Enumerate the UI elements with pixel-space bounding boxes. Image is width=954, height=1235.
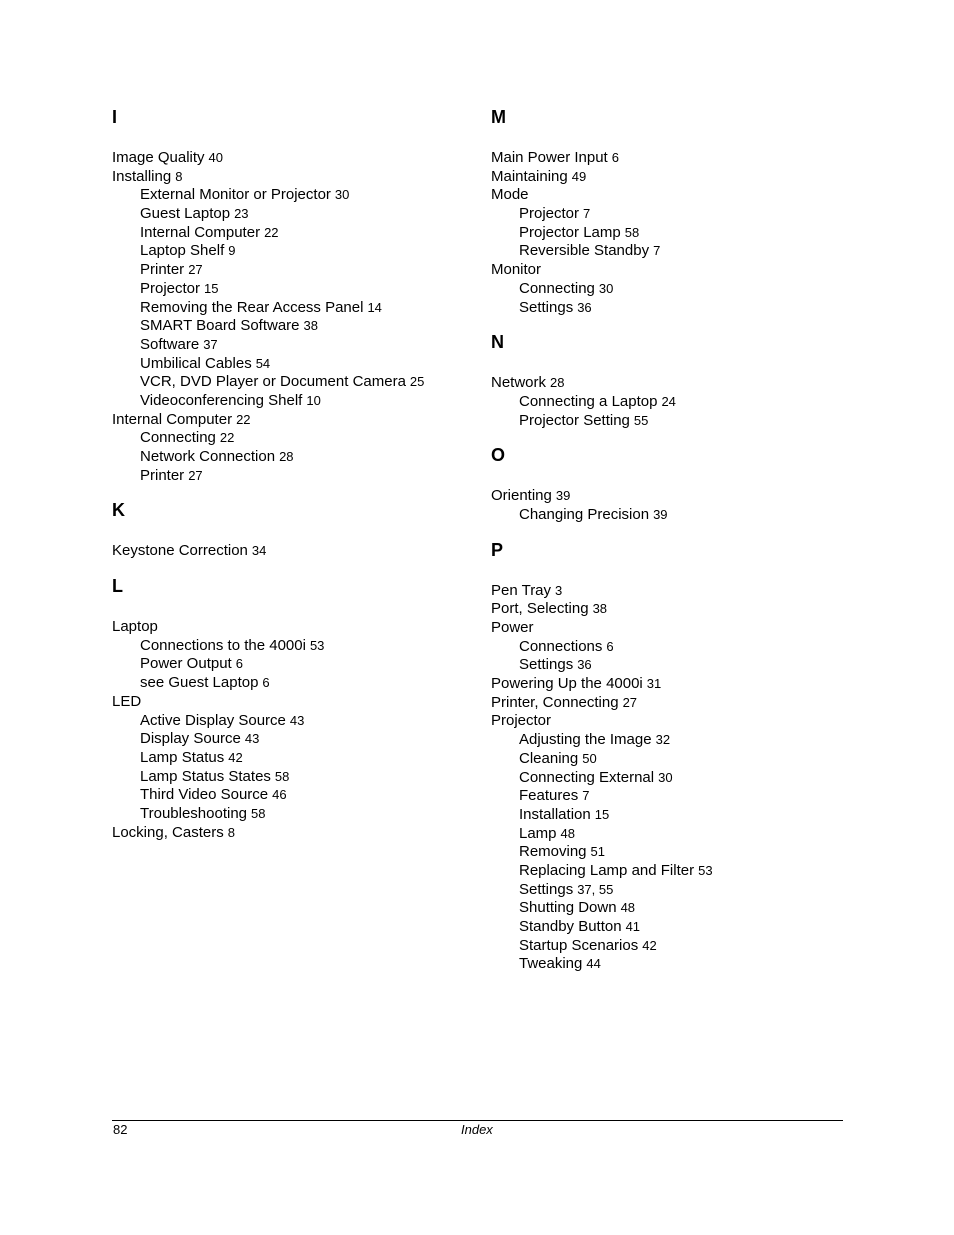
section-letter-heading: N (491, 332, 504, 353)
index-subentry (491, 299, 851, 318)
entry-page-number: 39 (555, 488, 571, 504)
index-entry (112, 149, 472, 168)
index-entry (112, 824, 472, 843)
index-subentry (112, 373, 472, 392)
index-subentry (112, 448, 472, 467)
index-subentry (491, 881, 851, 900)
index-entry (491, 582, 851, 601)
entry-term: Projector (519, 205, 580, 223)
entry-term: see Guest Laptop (140, 674, 259, 692)
index-entry (112, 618, 472, 637)
entry-term: Main Power Input (491, 149, 608, 166)
index-entry (491, 619, 851, 638)
index-subentry (491, 899, 851, 918)
entry-term: Features (519, 787, 579, 805)
section-letter-heading: L (112, 576, 123, 597)
entry-page-number: 40 (208, 150, 224, 165)
entry-term: Umbilical Cables (140, 354, 252, 372)
entry-page-number: 37 (203, 336, 218, 352)
entry-page-number: 53 (309, 637, 325, 653)
entry-page-number: 44 (586, 956, 601, 972)
entry-term: Power (491, 619, 534, 636)
index-subentry (112, 467, 472, 486)
index-subentry (491, 750, 851, 769)
entry-term: Laptop Shelf (140, 242, 225, 260)
entry-term: Connecting (519, 279, 595, 297)
entry-term: LED (112, 692, 142, 710)
entry-term: Installing (112, 167, 172, 185)
index-subentry (112, 392, 472, 411)
index-subentry (112, 749, 472, 768)
index-entry (491, 261, 851, 280)
entry-term: Printer (140, 466, 185, 484)
entry-term: Standby Button (519, 918, 622, 935)
entry-term: Connecting External (519, 768, 655, 786)
entry-term: Orienting (491, 487, 552, 505)
entry-page-number: 9 (228, 243, 236, 259)
footer-section-title: Index (461, 1122, 493, 1137)
entry-page-number: 22 (219, 430, 235, 446)
index-subentry (112, 205, 472, 224)
entry-page-number: 39 (653, 506, 668, 522)
entry-term: Connections (519, 637, 603, 655)
entry-term: Connecting (140, 429, 216, 447)
entry-term: Startup Scenarios (519, 936, 639, 954)
index-subentry (112, 317, 472, 336)
section-letter-heading: M (491, 107, 506, 127)
index-subentry (112, 242, 472, 261)
entry-term: Removing (519, 843, 587, 861)
entry-term: Third Video Source (140, 786, 269, 804)
index-subentry (491, 731, 851, 750)
entry-page-number: 3 (555, 582, 563, 598)
entry-term: Maintaining (491, 167, 568, 185)
entry-term: Keystone Correction (112, 542, 248, 560)
index-subentry (491, 242, 851, 261)
index-column-right (491, 106, 851, 988)
index-entry (112, 411, 472, 430)
index-subentry (491, 862, 851, 881)
entry-page-number: 15 (204, 280, 219, 296)
entry-term: Network Connection (140, 448, 276, 465)
entry-page-number: 24 (661, 393, 676, 409)
index-subentry (491, 638, 851, 657)
entry-term: Display Source (140, 730, 241, 748)
entry-term: Internal Computer (140, 223, 261, 241)
index-section (491, 539, 851, 974)
entry-term: Internal Computer (112, 410, 233, 428)
entry-term: Projector Setting (519, 411, 630, 429)
entry-page-number: 48 (620, 900, 636, 916)
entry-page-number: 41 (625, 919, 641, 934)
entry-term: Power Output (140, 655, 232, 673)
entry-term: Network (491, 374, 547, 392)
index-section (491, 331, 851, 430)
footer-divider (112, 1120, 843, 1121)
entry-page-number: 10 (306, 392, 321, 408)
entry-page-number: 36 (577, 299, 592, 315)
entry-page-number: 34 (251, 543, 267, 559)
index-subentry (112, 805, 472, 824)
entry-term: Shutting Down (519, 899, 617, 917)
index-entry (491, 168, 851, 187)
entry-term: External Monitor or Projector (140, 186, 331, 204)
entry-page-number: 30 (334, 187, 350, 203)
entry-page-number: 15 (594, 806, 610, 822)
section-letter-heading: P (491, 539, 504, 560)
index-subentry (112, 712, 472, 731)
entry-term: Settings (519, 656, 574, 674)
entry-term: Replacing Lamp and Filter (519, 861, 695, 879)
entry-term: Lamp Status States (140, 767, 271, 785)
index-subentry (112, 429, 472, 448)
entry-page-number: 7 (583, 206, 591, 222)
index-subentry (491, 787, 851, 806)
entry-term: Cleaning (519, 749, 579, 767)
entry-term: Laptop (112, 618, 158, 636)
entry-page-number: 32 (655, 732, 671, 748)
entry-term: Removing the Rear Access Panel (140, 298, 364, 316)
entry-term: Settings (519, 880, 574, 898)
index-section (112, 106, 472, 485)
entry-page-number: 27 (188, 262, 203, 278)
index-subentry (112, 674, 472, 693)
index-subentry (491, 506, 851, 525)
entry-term: Projector Lamp (519, 223, 621, 241)
index-subentry (112, 355, 472, 374)
entry-page-number: 27 (622, 694, 638, 710)
index-subentry (112, 786, 472, 805)
index-entry (491, 675, 851, 694)
section-letter-heading: I (112, 107, 118, 127)
entry-page-number: 14 (367, 299, 382, 315)
entry-page-number: 58 (251, 805, 266, 821)
entry-page-number: 8 (227, 824, 235, 840)
entry-page-number: 42 (642, 937, 657, 953)
entry-term: Connecting a Laptop (519, 392, 658, 410)
index-subentry (112, 224, 472, 243)
entry-page-number: 43 (289, 712, 305, 728)
index-section (491, 444, 851, 524)
index-subentry (491, 769, 851, 788)
entry-page-number: 36 (577, 657, 592, 673)
entry-term: Projector (491, 712, 552, 730)
index-entry (491, 186, 851, 205)
index-subentry (112, 655, 472, 674)
index-subentry (112, 299, 472, 318)
index-subentry (491, 393, 851, 412)
entry-term: Monitor (491, 261, 542, 279)
entry-term: Port, Selecting (491, 600, 589, 618)
entry-page-number: 50 (582, 750, 597, 766)
entry-page-number: 48 (560, 825, 575, 841)
entry-term: Mode (491, 186, 529, 204)
index-subentry (112, 280, 472, 299)
entry-term: Active Display Source (140, 711, 286, 729)
entry-term: Pen Tray (491, 581, 552, 599)
entry-term: Lamp Status (140, 748, 225, 766)
index-section (112, 575, 472, 842)
index-subentry (112, 768, 472, 787)
index-subentry (491, 825, 851, 844)
index-entry (491, 694, 851, 713)
entry-term: Printer, Connecting (491, 693, 619, 711)
entry-page-number: 6 (262, 675, 270, 691)
entry-page-number: 58 (274, 768, 290, 784)
index-subentry (491, 806, 851, 825)
index-subentry (491, 205, 851, 224)
index-subentry (112, 336, 472, 355)
entry-page-number: 30 (598, 280, 614, 296)
index-subentry (112, 637, 472, 656)
index-entry (491, 487, 851, 506)
entry-page-number: 42 (228, 749, 243, 765)
entry-page-number: 28 (550, 375, 565, 391)
entry-term: Printer (140, 261, 185, 279)
entry-page-number: 49 (571, 168, 587, 184)
index-entry (112, 693, 472, 712)
entry-page-number: 22 (236, 411, 251, 427)
index-subentry (491, 937, 851, 956)
index-entry (112, 542, 472, 561)
index-subentry (491, 843, 851, 862)
entry-term: Projector (140, 279, 201, 297)
footer-page-number: 82 (113, 1122, 128, 1137)
index-subentry (491, 955, 851, 974)
index-column-left (112, 106, 472, 856)
index-subentry (491, 280, 851, 299)
entry-term: Installation (519, 805, 591, 823)
index-subentry (112, 261, 472, 280)
index-subentry (491, 918, 851, 937)
entry-page-number: 46 (272, 787, 287, 803)
index-subentry (491, 412, 851, 431)
entry-page-number: 30 (658, 769, 673, 785)
entry-term: Powering Up the 4000i (491, 675, 643, 693)
index-subentry (491, 224, 851, 243)
section-letter-heading: O (491, 445, 506, 466)
entry-term: Changing Precision (519, 505, 650, 523)
entry-page-number: 6 (606, 638, 614, 654)
entry-page-number: 22 (264, 224, 279, 240)
entry-term: Reversible Standby (519, 242, 650, 260)
entry-term: Lamp (519, 824, 557, 842)
entry-page-number: 27 (188, 467, 203, 483)
entry-page-number: 43 (244, 731, 260, 747)
entry-page-number: 38 (592, 601, 608, 617)
entry-page-number: 51 (590, 844, 605, 860)
entry-term: Settings (519, 298, 574, 316)
index-entry (491, 712, 851, 731)
entry-term: Tweaking (519, 955, 583, 973)
entry-term: Connections to the 4000i (140, 636, 306, 654)
entry-term: Adjusting the Image (519, 731, 652, 749)
index-section (491, 106, 851, 317)
index-subentry (491, 656, 851, 675)
index-section (112, 499, 472, 561)
entry-term: Guest Laptop (140, 205, 231, 223)
entry-page-number: 6 (235, 656, 243, 672)
entry-term: Software (140, 335, 200, 353)
entry-page-number: 8 (175, 168, 183, 184)
entry-term: VCR, DVD Player or Document Camera (140, 373, 406, 391)
entry-page-number: 28 (279, 449, 294, 464)
index-subentry (112, 730, 472, 749)
entry-page-number: 31 (646, 676, 662, 692)
entry-term: Locking, Casters (112, 823, 224, 841)
entry-page-number: 54 (255, 355, 271, 371)
index-entry (112, 168, 472, 187)
index-entry (491, 374, 851, 393)
entry-page-number: 53 (698, 862, 713, 878)
entry-term: SMART Board Software (140, 317, 300, 335)
index-entry (491, 600, 851, 619)
entry-page-number: 7 (653, 243, 661, 259)
index-subentry (112, 186, 472, 205)
entry-page-number: 25 (409, 374, 425, 390)
entry-page-number: 7 (582, 788, 590, 804)
entry-page-number: 38 (303, 318, 318, 334)
index-entry (491, 149, 851, 168)
entry-term: Videoconferencing Shelf (140, 391, 303, 409)
entry-term: Image Quality (112, 149, 205, 166)
entry-page-number: 55 (633, 412, 649, 428)
section-letter-heading: K (112, 500, 125, 521)
entry-page-number: 23 (234, 206, 249, 222)
entry-page-number: 6 (611, 150, 619, 165)
entry-term: Troubleshooting (140, 804, 248, 822)
entry-page-number: 58 (624, 224, 640, 240)
entry-page-number: 37, 55 (577, 881, 614, 897)
